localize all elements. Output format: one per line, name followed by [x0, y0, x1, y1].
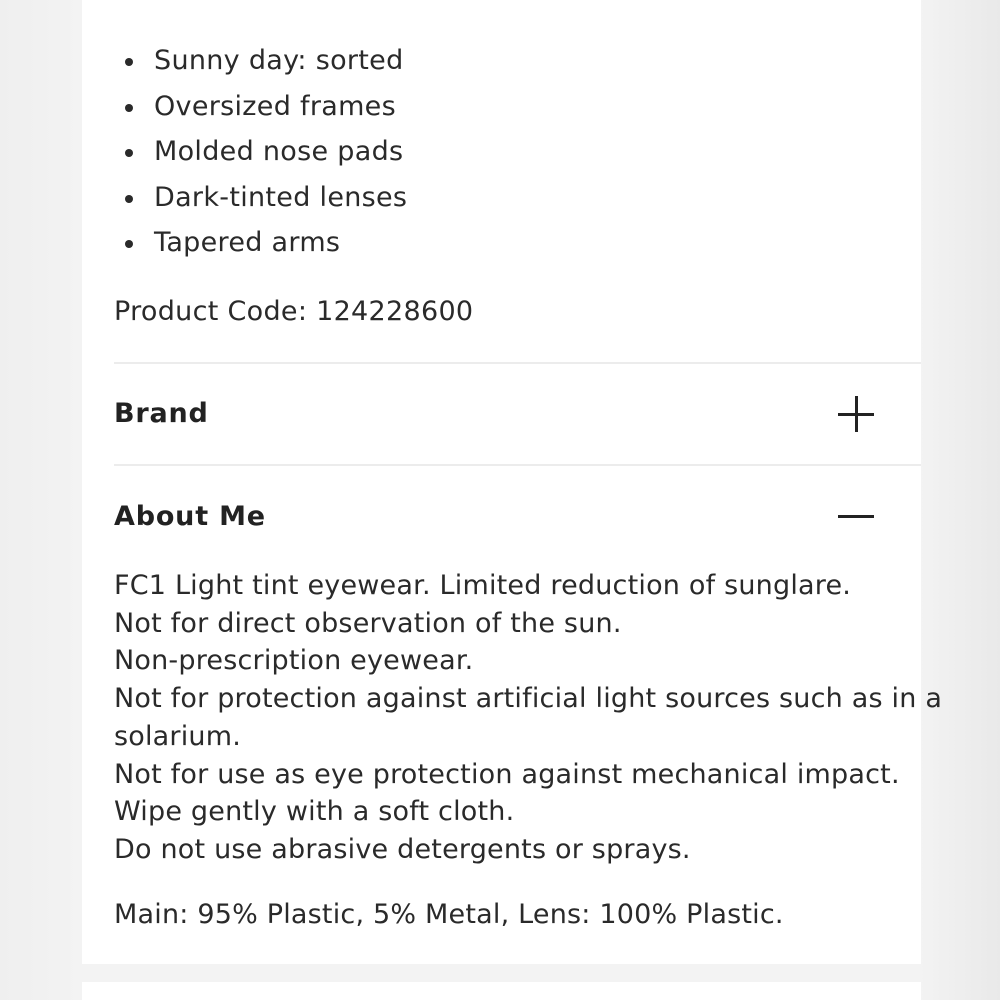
plus-icon[interactable] [836, 395, 876, 435]
feature-text: Tapered arms [154, 227, 341, 258]
about-line: Do not use abrasive detergents or sprays. [114, 833, 691, 865]
about-line: Non-prescription eyewear. [114, 645, 474, 677]
list-item [114, 129, 407, 175]
minus-icon[interactable] [836, 497, 876, 537]
list-item [114, 175, 407, 221]
bullet-icon [125, 58, 133, 66]
list-item [114, 220, 407, 266]
materials-text: Main: 95% Plastic, 5% Metal, Lens: 100% Plastic. [114, 899, 784, 930]
feature-list [114, 38, 407, 266]
bullet-icon [125, 149, 133, 157]
divider [114, 362, 921, 364]
about-line: FC1 Light tint eyewear. Limited reduction of sunglare. [114, 570, 852, 601]
divider [114, 464, 921, 466]
about-line: Not for direct observation of the sun. [114, 607, 622, 639]
feature-text: Molded nose pads [154, 136, 404, 167]
about-line: Not for protection against artificial light sources such as in a [114, 683, 943, 715]
about-line: solarium. [114, 720, 242, 752]
plus-icon-vertical [855, 396, 858, 432]
list-item [114, 38, 407, 84]
next-section-card [82, 982, 921, 1000]
brand-accordion-title[interactable]: Brand [114, 398, 209, 429]
bullet-icon [125, 240, 133, 248]
minus-icon-bar [838, 515, 874, 518]
feature-text: Sunny day: sorted [154, 45, 404, 76]
about-line: Not for use as eye protection against mechanical impact. [114, 758, 900, 790]
about-description [114, 567, 943, 869]
feature-text: Dark-tinted lenses [154, 181, 408, 213]
feature-text: Oversized frames [154, 90, 396, 122]
about-accordion-title[interactable]: About Me [114, 501, 266, 532]
list-item [114, 84, 407, 130]
bullet-icon [125, 104, 133, 112]
about-line: Wipe gently with a soft cloth. [114, 796, 515, 828]
product-code: Product Code: 124228600 [114, 296, 474, 327]
bullet-icon [125, 195, 133, 203]
